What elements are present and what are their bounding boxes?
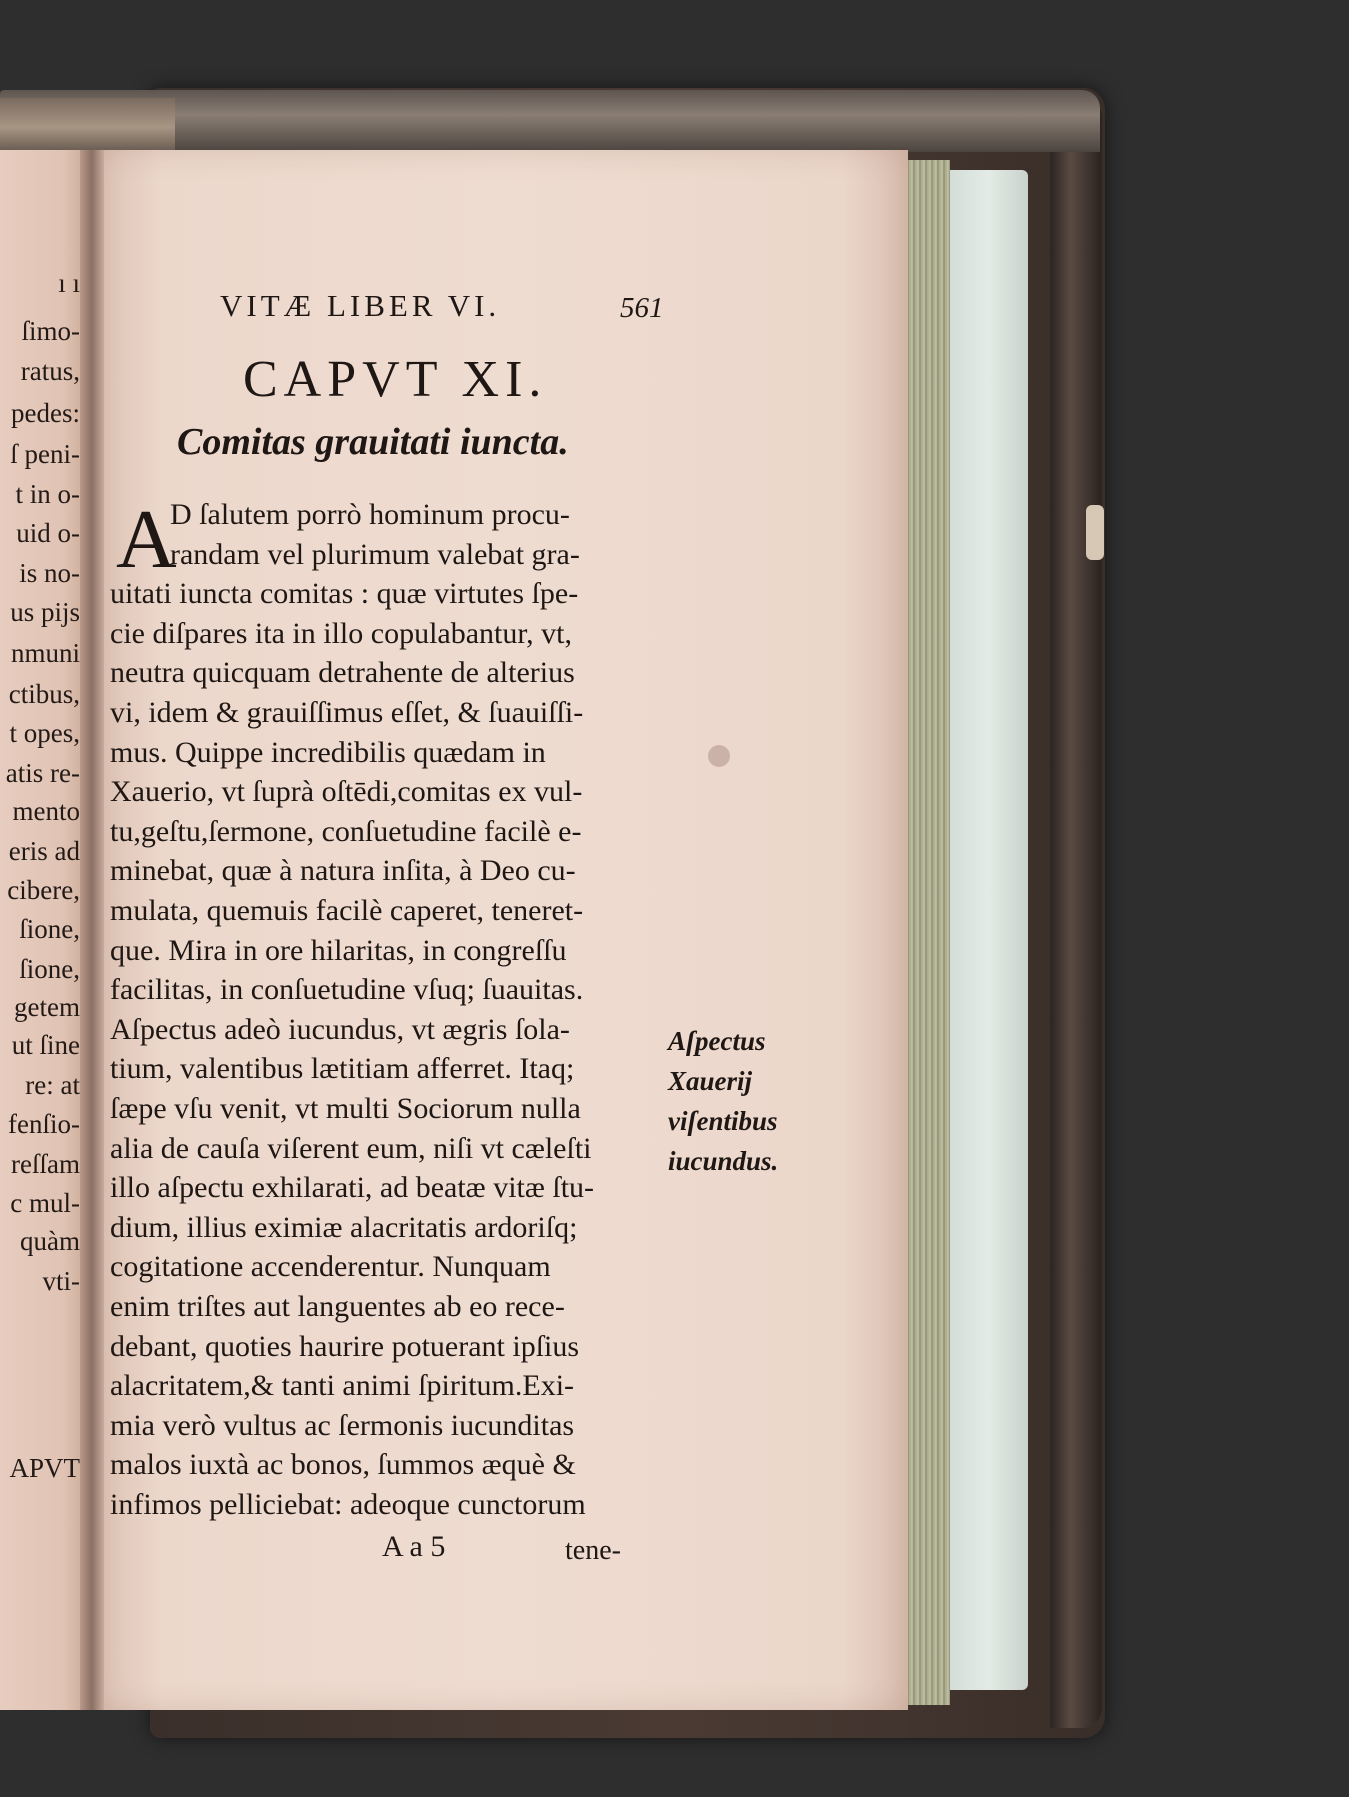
body-line: neutra quicquam detrahente de alterius [110,656,575,690]
ink-blot [708,745,730,767]
clasp-remnant [1086,505,1104,560]
body-line: Aſpectus adeò iucundus, vt ægris ſola- [110,1012,570,1046]
left-page-fragment: nmuni [10,638,80,668]
catchword: tene- [565,1535,621,1566]
body-line: tu,geſtu,ſermone, conſuetudine facilè e- [110,814,582,848]
fore-edge-light [948,170,1028,1690]
body-line: malos iuxtà ac bonos, ſummos æquè & [110,1448,576,1482]
body-line: ſæpe vſu venit, vt multi Sociorum nulla [110,1092,581,1125]
left-page-fragment: ı ı [58,268,80,298]
body-line: cie diſpares ita in illo copulabantur, vt, [110,616,572,650]
body-line: dium, illius eximiæ alacritatis ardoriſq; [110,1210,578,1244]
left-page-fragment: atis re- [5,758,80,788]
chapter-heading: CAPVT XI. [243,351,548,408]
body-line: alacritatem,& tanti animi ſpiritum.Exi- [110,1369,575,1403]
body-line: facilitas, in conſuetudine vſuq; ſuauitas. [110,973,584,1007]
left-page-fragment: eris ad [8,836,80,866]
drop-cap: A [116,493,177,586]
body-line: mia verò vultus ac ſermonis iucunditas [110,1408,575,1442]
body-line: uitati iuncta comitas : quæ virtutes ſpe- [110,577,579,611]
margin-note-line: Xauerij [668,1066,753,1096]
body-line: mus. Quippe incredibilis quædam in [110,735,546,769]
body-line: que. Mira in ore hilaritas, in congreſſu [110,933,567,967]
body-line: randam vel plurimum valebat gra- [170,537,580,571]
body-line: vi, idem & grauiſſimus eſſet, & ſuauiſſi- [110,696,584,729]
left-page-fragment: mento [12,796,80,826]
left-page-fragment: quàm [20,1226,80,1256]
body-line: D ſalutem porrò hominum procu- [170,498,570,531]
body-line: Xauerio, vt ſuprà oſtēdi,comitas ex vul- [110,775,583,809]
margin-note-line: viſentibus [668,1106,778,1136]
left-page-fragment: ctibus, [8,679,80,709]
chapter-subtitle: Comitas grauitati iuncta. [177,421,569,463]
page-number: 561 [620,292,664,324]
left-page-fragment: us pijs [10,597,80,627]
gutter [80,150,104,1710]
left-page-fragment: ſimo- [21,316,80,346]
body-line: mulata, quemuis facilè caperet, teneret- [110,894,584,927]
left-page-fragment: getem [14,992,80,1022]
left-page-fragment: is no- [19,558,80,588]
running-head: VITÆ LIBER VI. [220,288,501,323]
left-page-text-fragments [0,0,80,1797]
left-page-fragment: ut ſine [11,1030,80,1060]
left-page-fragment: ſione, [19,914,80,944]
body-line: minebat, quæ à natura inſita, à Deo cu- [110,854,576,888]
body-line: alia de cauſa viſerent eum, niſi vt cæleſti [110,1131,592,1165]
body-line: illo aſpectu exhilarati, ad beatæ vitæ ſtu- [110,1171,595,1205]
signature-mark: A a 5 [382,1530,446,1563]
body-line: infimos pelliciebat: adeoque cunctorum [110,1488,586,1521]
margin-note-line: iucundus. [668,1146,779,1176]
body-line: enim triſtes aut languentes ab eo rece- [110,1290,565,1323]
left-page-fragment: pedes: [11,398,80,428]
body-line: tium, valentibus lætitiam afferret. Itaq; [110,1052,575,1086]
body-line: debant, quoties haurire potuerant ipſius [110,1329,580,1363]
left-page-fragment: ſ peni- [10,439,80,469]
left-page-fragment: reſſam [11,1149,80,1179]
left-page-fragment: fenſio- [8,1109,80,1139]
cover-edge [1050,98,1102,1728]
left-page-fragment: ſione, [19,954,80,984]
left-page-fragment: uid o- [16,518,80,548]
margin-note-line: Aſpectus [668,1026,766,1056]
left-page-fragment: APVT [9,1453,80,1483]
left-page-fragment: cibere, [7,875,80,905]
left-page-fragment: c mul- [10,1188,80,1218]
left-page-fragment: vti- [42,1266,80,1296]
left-page-fragment: t in o- [15,479,80,509]
left-page-fragment: ratus, [20,356,80,386]
body-line: cogitatione accenderentur. Nunquam [110,1250,551,1284]
left-page-fragment: re: at [25,1070,80,1100]
left-page-fragment: t opes, [9,718,80,748]
